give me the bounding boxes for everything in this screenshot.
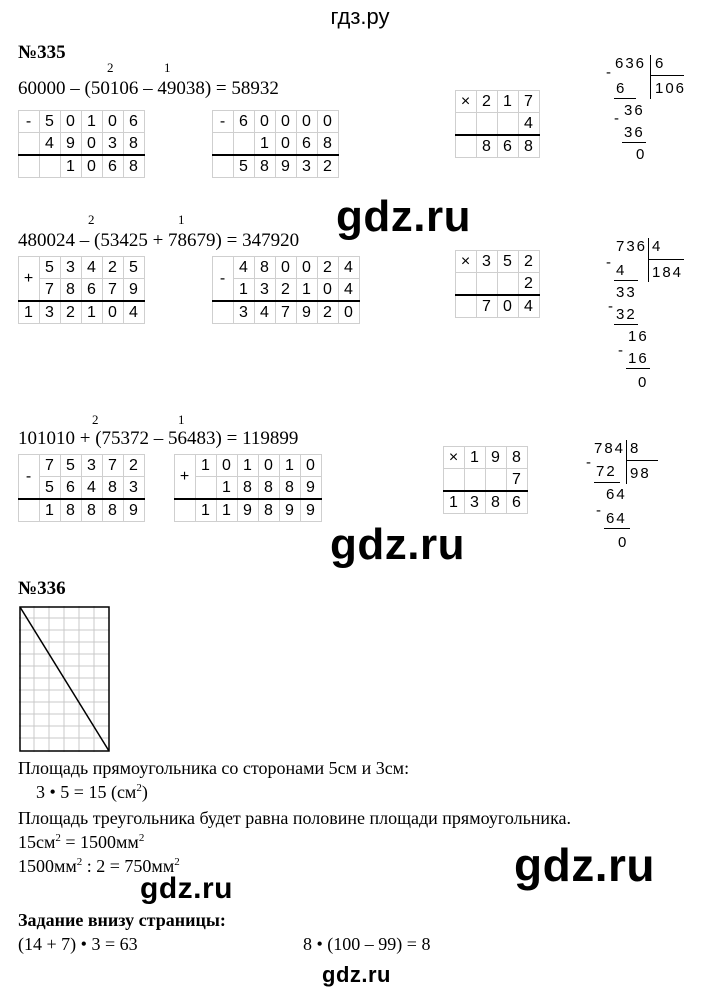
digit: 1 [297, 279, 318, 302]
rule [594, 482, 620, 483]
digit: 0 [255, 111, 276, 133]
digit: 8 [259, 499, 280, 522]
order-mark: 1 [164, 60, 171, 75]
digit: 4 [234, 257, 255, 279]
divisor: 4 [652, 238, 663, 255]
site-header: гдз.ру [330, 4, 390, 29]
digit: 0 [318, 279, 339, 302]
minus-sign: - [606, 254, 613, 271]
minus-sign: - [596, 502, 603, 519]
digit: 8 [486, 491, 507, 514]
digit: 0 [318, 111, 339, 133]
operator: + [19, 257, 40, 302]
rule [622, 142, 646, 143]
watermark: gdz.ru [514, 839, 655, 891]
dividend: 636 [615, 55, 647, 72]
digit: 2 [124, 455, 145, 477]
digit: 8 [82, 499, 103, 522]
digit: 1 [217, 499, 238, 522]
digit: 8 [103, 477, 124, 500]
digit: 7 [40, 279, 61, 302]
digit: 4 [82, 477, 103, 500]
mult-calc-2 [455, 250, 540, 318]
rect-area-text: Площадь прямоугольника со сторонами 5см и 3см: [18, 758, 410, 778]
digit: 9 [276, 155, 297, 178]
digit: 0 [276, 257, 297, 279]
digit: 1 [61, 155, 82, 178]
rule [614, 98, 636, 99]
minus-sign: - [618, 342, 625, 359]
digit: 9 [280, 499, 301, 522]
digit: 4 [519, 295, 540, 318]
subtrahend: 4 [616, 262, 627, 279]
minus-sign: - [606, 64, 613, 81]
digit: 5 [234, 155, 255, 178]
digit: 5 [40, 477, 61, 500]
unit-conversion: $15см^2 = 1500мм^2$ [18, 832, 145, 852]
column-calc-1b [212, 110, 339, 178]
digit: 5 [61, 455, 82, 477]
digit: 6 [507, 491, 528, 514]
digit: 3 [255, 279, 276, 302]
digit: 8 [238, 477, 259, 500]
digit: 6 [61, 477, 82, 500]
dividend: 736 [616, 238, 648, 255]
digit: 7 [40, 455, 61, 477]
digit: 2 [61, 301, 82, 324]
digit: 1 [280, 455, 301, 477]
digit: 3 [103, 133, 124, 156]
digit: 9 [301, 499, 322, 522]
order-mark: 2 [107, 60, 114, 75]
digit: 9 [238, 499, 259, 522]
digit: 0 [339, 301, 360, 324]
digit: 3 [124, 477, 145, 500]
mult-calc-3 [443, 446, 528, 514]
digit: 7 [477, 295, 498, 318]
rule [626, 368, 650, 369]
digit: 3 [465, 491, 486, 514]
digit: 0 [103, 301, 124, 324]
column-calc-3b [174, 454, 322, 522]
operator: - [19, 455, 40, 500]
column-calc-2b [212, 256, 360, 324]
digit: 8 [259, 477, 280, 500]
division-bar [626, 460, 658, 461]
division-bar [648, 259, 684, 260]
digit: 9 [61, 133, 82, 156]
dividend: 784 [594, 440, 626, 457]
remainder: 0 [618, 534, 629, 551]
digit: 1 [255, 133, 276, 156]
rule [604, 528, 630, 529]
quotient: 98 [630, 465, 651, 482]
digit: 0 [276, 111, 297, 133]
digit: 9 [124, 499, 145, 522]
digit: 8 [61, 499, 82, 522]
digit: 6 [234, 111, 255, 133]
digit: 6 [498, 135, 519, 158]
digit: 7 [507, 469, 528, 492]
digit: 5 [124, 257, 145, 279]
bottom-eq-2: 8 • (100 – 99) = 8 [303, 934, 431, 954]
partial: 64 [606, 486, 627, 503]
digit: 2 [477, 91, 498, 113]
digit: 9 [301, 477, 322, 500]
digit: 8 [477, 135, 498, 158]
digit: 2 [318, 155, 339, 178]
digit: 3 [82, 455, 103, 477]
division-bar [648, 238, 649, 282]
digit: 4 [124, 301, 145, 324]
digit: 7 [276, 301, 297, 324]
order-mark: 2 [88, 212, 95, 227]
digit: 1 [234, 279, 255, 302]
task-336-number: №336 [18, 578, 66, 599]
partial: 16 [628, 328, 649, 345]
digit: 1 [196, 455, 217, 477]
order-mark: 1 [178, 412, 185, 427]
digit: 8 [124, 133, 145, 156]
digit: 0 [217, 455, 238, 477]
digit: 1 [19, 301, 40, 324]
remainder: 0 [636, 146, 647, 163]
minus-sign: - [586, 454, 593, 471]
expression-3: 101010 + (75372 – 56483) = 119899 [18, 428, 299, 449]
digit: 7 [103, 455, 124, 477]
digit: 3 [234, 301, 255, 324]
watermark: gdz.ru [140, 872, 233, 905]
subtrahend: 72 [596, 463, 617, 480]
digit: 1 [196, 499, 217, 522]
watermark: gdz.ru [330, 520, 465, 569]
digit: 4 [339, 257, 360, 279]
digit: 8 [318, 133, 339, 156]
operator: × [456, 251, 477, 273]
digit: 1 [82, 111, 103, 133]
digit: 2 [519, 273, 540, 296]
divisor: 8 [630, 440, 641, 457]
digit: 2 [276, 279, 297, 302]
digit: 2 [318, 257, 339, 279]
operator: - [213, 111, 234, 133]
quotient: 106 [655, 80, 687, 97]
subtrahend: 64 [606, 510, 627, 527]
digit: 8 [255, 155, 276, 178]
operator: × [456, 91, 477, 113]
digit: 6 [82, 279, 103, 302]
digit: 0 [61, 111, 82, 133]
digit: 8 [103, 499, 124, 522]
watermark: gdz.ru [336, 192, 471, 241]
digit: 4 [339, 279, 360, 302]
operator: + [175, 455, 196, 500]
rule [614, 324, 638, 325]
division-bar [626, 440, 627, 484]
digit: 1 [82, 301, 103, 324]
digit: 5 [498, 251, 519, 273]
digit: 0 [259, 455, 280, 477]
bottom-eq-1: (14 + 7) • 3 = 63 [18, 934, 138, 954]
order-mark: 1 [178, 212, 185, 227]
digit: 3 [61, 257, 82, 279]
digit: 1 [465, 447, 486, 469]
digit: 0 [82, 155, 103, 178]
bottom-task-title: Задание внизу страницы: [18, 910, 226, 930]
digit: 0 [276, 133, 297, 156]
partial: 36 [624, 102, 645, 119]
digit: 6 [297, 133, 318, 156]
operator: × [444, 447, 465, 469]
digit: 9 [297, 301, 318, 324]
digit: 0 [301, 455, 322, 477]
task-335-number: №335 [18, 42, 66, 63]
triangle-area-text: Площадь треугольника будет равна половине площади прямоугольника. [18, 808, 572, 828]
area-calc: 3 • 5 = 15 $(см^2)$ [36, 782, 148, 802]
digit: 0 [103, 111, 124, 133]
subtrahend: 32 [616, 306, 637, 323]
digit: 3 [477, 251, 498, 273]
subtrahend: 36 [624, 124, 645, 141]
digit: 7 [519, 91, 540, 113]
minus-sign: - [608, 298, 615, 315]
digit: 4 [82, 257, 103, 279]
minus-sign: - [614, 110, 621, 127]
digit: 4 [40, 133, 61, 156]
rule [614, 280, 638, 281]
order-mark: 2 [92, 412, 99, 427]
digit: 3 [297, 155, 318, 178]
division-bar [650, 55, 651, 99]
digit: 0 [498, 295, 519, 318]
operator: - [213, 257, 234, 302]
triangle-area-result: $1500мм^2$ : $2 = 750мм^2$ [18, 856, 180, 876]
rectangle-diagram [19, 606, 111, 754]
digit: 7 [103, 279, 124, 302]
subtrahend: 16 [628, 350, 649, 367]
digit: 8 [280, 477, 301, 500]
digit: 1 [217, 477, 238, 500]
remainder: 0 [638, 374, 649, 391]
divisor: 6 [655, 55, 666, 72]
digit: 5 [40, 111, 61, 133]
watermark: gdz.ru [322, 962, 391, 987]
digit: 4 [255, 301, 276, 324]
digit: 8 [255, 257, 276, 279]
digit: 6 [124, 111, 145, 133]
digit: 1 [238, 455, 259, 477]
digit: 1 [40, 499, 61, 522]
digit: 0 [297, 257, 318, 279]
digit: 2 [519, 251, 540, 273]
division-bar [650, 75, 684, 76]
column-calc-2a [18, 256, 145, 324]
digit: 9 [124, 279, 145, 302]
partial: 33 [616, 284, 637, 301]
digit: 3 [40, 301, 61, 324]
digit: 2 [103, 257, 124, 279]
expression-2: 480024 – (53425 + 78679) = 347920 [18, 230, 300, 251]
column-calc-3a [18, 454, 145, 522]
digit: 9 [486, 447, 507, 469]
quotient: 184 [652, 264, 684, 281]
digit: 2 [318, 301, 339, 324]
digit: 8 [61, 279, 82, 302]
operator: - [19, 111, 40, 133]
column-calc-1a [18, 110, 145, 178]
digit: 0 [82, 133, 103, 156]
digit: 1 [498, 91, 519, 113]
digit: 8 [519, 135, 540, 158]
digit: 1 [444, 491, 465, 514]
mult-calc-1 [455, 90, 540, 158]
digit: 8 [507, 447, 528, 469]
digit: 5 [40, 257, 61, 279]
digit: 4 [519, 113, 540, 136]
digit: 8 [124, 155, 145, 178]
digit: 0 [297, 111, 318, 133]
expression-1: 60000 – (50106 – 49038) = 58932 [18, 78, 279, 99]
digit: 6 [103, 155, 124, 178]
subtrahend: 6 [616, 80, 627, 97]
